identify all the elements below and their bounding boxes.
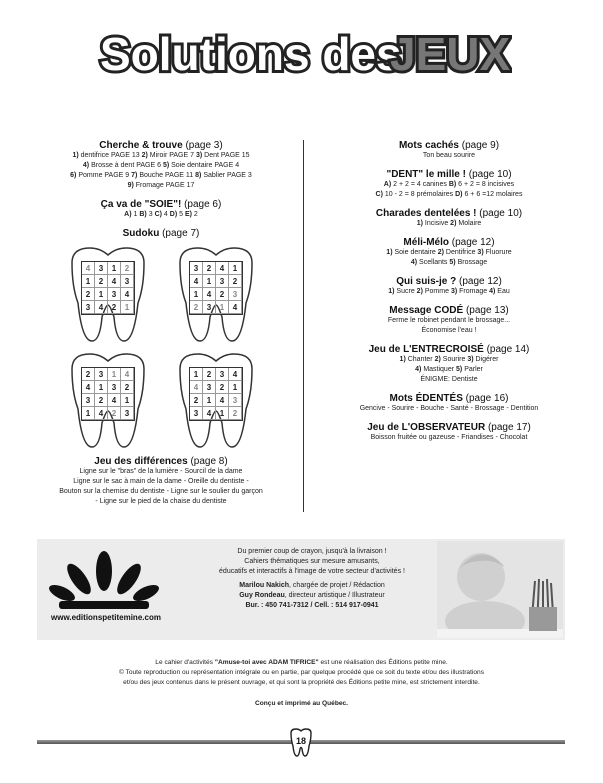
answer-text: Sablier PAGE 3: [203, 172, 252, 179]
sudoku-cell: 3: [190, 407, 203, 420]
sudoku-cell: 1: [203, 394, 216, 407]
section-mots-edentes: [318, 393, 580, 414]
sudoku-cell: 2: [203, 262, 216, 275]
section-page: (page 10): [468, 169, 512, 180]
flower-logo-icon: [49, 549, 159, 611]
sudoku-cell: 1: [203, 275, 216, 288]
sudoku-cell: 3: [108, 381, 121, 394]
page-number: 18: [295, 736, 307, 746]
sudoku-cell: 1: [95, 381, 108, 394]
sudoku-cell: 1: [229, 262, 242, 275]
section-page: (page 13): [465, 305, 509, 316]
sudoku-cell: 3: [121, 407, 134, 420]
sudoku-cell: 4: [216, 394, 229, 407]
contact-2: Guy Rondeau, directeur artistique / Illustrateur: [239, 592, 385, 599]
sudoku-cell: 3: [229, 394, 242, 407]
answer-text: Bouche PAGE 11: [139, 172, 194, 179]
sudoku-cell: 2: [190, 301, 203, 314]
sudoku-cell: 1: [82, 275, 95, 288]
answer-text: dentifrice PAGE 13: [80, 152, 140, 159]
page-title: [0, 18, 603, 88]
banner-line: Cahiers thématiques sur mesure amusants,: [244, 558, 380, 565]
banner-text: [187, 547, 437, 611]
made-in-quebec: Conçu et imprimé au Québec.: [254, 700, 349, 707]
section-heading: Cherche & trouve: [99, 140, 183, 151]
section-dent-le-mille: [318, 169, 580, 200]
section-meli-melo: [318, 237, 580, 268]
right-column: [318, 140, 580, 451]
section-page: (page 9): [461, 140, 500, 151]
answer-num: 6): [70, 172, 77, 179]
sudoku-cell: 3: [82, 394, 95, 407]
sudoku-cell: 3: [229, 288, 242, 301]
website-link[interactable]: www.editionspetitemine.com: [51, 613, 161, 622]
legal-footer: [40, 658, 563, 688]
answer-enigme: ÉNIGME: Dentiste: [420, 376, 478, 383]
answer-text: Brosse à dent PAGE 6: [91, 162, 161, 169]
answer-line: 1) Sucre 2) Pomme 3) Fromage 4) Eau: [388, 288, 510, 295]
section-page: (page 10): [479, 208, 523, 219]
section-page: (page 16): [465, 393, 509, 404]
section-heading: Jeu de L'OBSERVATEUR: [367, 422, 486, 433]
answer-text: Soie dentaire PAGE 4: [171, 162, 240, 169]
section-heading: Charades dentelées !: [375, 208, 477, 219]
title-part2: JEUX: [389, 28, 510, 80]
sudoku-cell: 3: [95, 262, 108, 275]
footer-line-1: Le cahier d'activités "Amuse-toi avec ADAM TIFRICE" est une réalisation des Éditions petite mine.: [155, 659, 448, 666]
section-ca-va-de-soie: [30, 199, 292, 220]
sudoku-cell: 3: [82, 301, 95, 314]
sudoku-cell: 4: [203, 288, 216, 301]
section-differences: [30, 456, 292, 507]
sudoku-cell: 2: [229, 407, 242, 420]
sudoku-cell: 4: [203, 407, 216, 420]
sudoku-cell: 1: [108, 368, 121, 381]
sudoku-cell: 2: [108, 301, 121, 314]
sudoku-cell: 1: [82, 407, 95, 420]
section-observateur: [318, 422, 580, 443]
answer-num: 1): [72, 152, 79, 159]
sudoku-cell: 3: [216, 368, 229, 381]
answer-line: 1) Chanter 2) Sourire 3) Digérer: [399, 356, 499, 363]
sudoku-cell: 2: [216, 381, 229, 394]
sudoku-cell: 4: [108, 394, 121, 407]
section-page: (page 6): [184, 199, 222, 210]
section-page: (page 17): [487, 422, 531, 433]
section-sudoku: [30, 228, 292, 448]
answer-text: Miroir PAGE 7: [149, 152, 194, 159]
section-heading: Jeu des différences: [94, 456, 188, 467]
section-heading: Mots ÉDENTÉS: [389, 393, 463, 404]
sudoku-cell: 2: [203, 368, 216, 381]
sudoku-cell: 3: [121, 275, 134, 288]
answer-line: Bouton sur la chemise du dentiste - Ligne sur le soulier du garçon: [59, 488, 263, 495]
title-part1: Solutions des: [99, 28, 402, 80]
sudoku-grid: [81, 261, 135, 315]
answer-num: 3): [195, 152, 203, 159]
section-heading: Message CODÉ: [389, 305, 464, 316]
sudoku-cell: 4: [95, 407, 108, 420]
answer-line: 1) Incisive 2) Molaire: [416, 220, 482, 227]
page-number-tooth-icon: [288, 728, 314, 758]
sudoku-cell: 2: [82, 288, 95, 301]
sudoku-cell: 3: [216, 275, 229, 288]
section-mots-caches: [318, 140, 580, 161]
answer-line: Boisson fruitée ou gazeuse - Friandises - Chocolat: [370, 434, 528, 441]
sudoku-cell: 4: [95, 301, 108, 314]
answer-text: Fromage PAGE 17: [135, 182, 195, 189]
answer-line: [30, 181, 292, 191]
sudoku-cell: 3: [108, 288, 121, 301]
sudoku-cell: 4: [229, 301, 242, 314]
sudoku-cell: 2: [95, 275, 108, 288]
sudoku-cell: 3: [190, 262, 203, 275]
section-heading: Mots cachés: [398, 140, 459, 151]
answer-line: Gencive - Sourire - Bouche - Santé - Brossage - Dentition: [359, 405, 539, 412]
sudoku-cell: 1: [108, 262, 121, 275]
sudoku-cell: 2: [121, 381, 134, 394]
answer-line: 1) Soie dentaire 2) Dentifrice 3) Fluorure: [386, 249, 512, 256]
sudoku-cell: 1: [229, 381, 242, 394]
sudoku-cell: 4: [82, 262, 95, 275]
section-cherche-trouve: [30, 140, 292, 191]
answer-line: [30, 151, 292, 161]
sudoku-cell: 4: [82, 381, 95, 394]
answer-text: Pomme PAGE 9: [78, 172, 130, 179]
publisher-banner: [37, 539, 565, 640]
answer-line: C) 10 - 2 = 8 prémolaires D) 6 + 6 =12 molaires: [375, 191, 523, 198]
sudoku-grid: [81, 367, 135, 421]
answer-line: A) 2 + 2 = 4 canines B) 6 + 2 = 8 incisives: [383, 181, 515, 188]
section-page: (page 12): [458, 276, 502, 287]
section-page: (page 14): [486, 344, 530, 355]
section-heading: "DENT" le mille !: [386, 169, 466, 180]
answer-line: - Ligne sur le pied de la chaise du dentiste: [95, 498, 227, 505]
answer-line: [30, 161, 292, 171]
section-entrecroise: [318, 344, 580, 385]
answer-num: 9): [127, 182, 134, 189]
sudoku-cell: 2: [95, 394, 108, 407]
sudoku-cell: 2: [190, 394, 203, 407]
section-page: (page 3): [185, 140, 223, 151]
sudoku-cell: 3: [203, 301, 216, 314]
answer-num: 2): [141, 152, 148, 159]
sudoku-cell: 4: [121, 368, 134, 381]
phone-numbers: Bur. : 450 741-7312 / Cell. : 514 917-0941: [245, 602, 379, 609]
sudoku-cell: 2: [229, 275, 242, 288]
answer-line: Ligne sur le sac à main de la dame - Oreille du dentiste -: [73, 478, 249, 485]
sudoku-cell: 1: [216, 407, 229, 420]
section-heading: Sudoku: [122, 228, 160, 239]
sudoku-cell: 3: [95, 368, 108, 381]
column-divider: [303, 140, 304, 512]
section-heading: Méli-Mélo: [403, 237, 449, 248]
sudoku-cell: 2: [108, 407, 121, 420]
answer-line: Ton beau sourire: [422, 152, 476, 159]
sudoku-cell: 1: [190, 368, 203, 381]
section-message-code: [318, 305, 580, 336]
contact-1: Marilou Nakich, chargée de projet / Rédaction: [239, 582, 385, 589]
footer-line-3: et/ou des jeux contenus dans le présent ouvrage, et qui sont la propriété des Éditions petite mine, est strictement interdite.: [123, 679, 480, 686]
sudoku-cell: 2: [216, 288, 229, 301]
answer-line: Économise l'eau !: [421, 327, 477, 334]
sudoku-grid: [189, 367, 243, 421]
section-charades: [318, 208, 580, 229]
answer-line: [30, 171, 292, 181]
answer-line: 4) Mastiquer 5) Parler: [415, 366, 483, 373]
sudoku-cell: 1: [95, 288, 108, 301]
footer-line-2: © Toute reproduction ou représentation intégrale ou en partie, par quelque procédé que ce soit du texte et/ou des illustrations: [118, 669, 485, 676]
answer-line: A) 1 B) 3 C) 4 D) 5 E) 2: [124, 211, 198, 218]
sudoku-cell: 1: [121, 394, 134, 407]
sudoku-cell: 4: [229, 368, 242, 381]
answer-num: 5): [162, 162, 170, 169]
left-column: [30, 140, 292, 515]
section-page: (page 8): [190, 456, 228, 467]
sudoku-cell: 4: [190, 275, 203, 288]
sudoku-cell: 4: [121, 288, 134, 301]
sudoku-cell: 2: [121, 262, 134, 275]
answer-text: Dent PAGE 15: [204, 152, 250, 159]
section-heading: Qui suis-je ?: [396, 276, 457, 287]
answer-line: Ligne sur le "bras" de la lumière - Sourcil de la dame: [79, 468, 243, 475]
section-page: (page 12): [451, 237, 495, 248]
sudoku-cell: 2: [82, 368, 95, 381]
sudoku-cell: 1: [121, 301, 134, 314]
banner-line: Du premier coup de crayon, jusqu'à la livraison !: [237, 548, 387, 555]
sudoku-cell: 1: [190, 288, 203, 301]
sudoku-grid: [189, 261, 243, 315]
section-heading: Jeu de L'ENTRECROISÉ: [368, 344, 484, 355]
section-qui-suis-je: [318, 276, 580, 297]
answer-num: 4): [82, 162, 90, 169]
sudoku-cell: 4: [108, 275, 121, 288]
section-page: (page 7): [162, 228, 200, 239]
answer-line: Ferme le robinet pendant le brossage...: [387, 317, 511, 324]
sudoku-cell: 4: [190, 381, 203, 394]
sudoku-cell: 3: [203, 381, 216, 394]
sudoku-cell: 1: [216, 301, 229, 314]
section-heading: Ça va de "SOIE"!: [100, 199, 182, 210]
child-drawing-photo: [437, 541, 563, 638]
answer-num: 8): [195, 172, 202, 179]
answer-num: 7): [131, 172, 138, 179]
sudoku-cell: 4: [216, 262, 229, 275]
banner-line: éducatifs et interactifs à l'image de votre secteur d'activités !: [219, 568, 405, 575]
sudoku-grids: [30, 243, 292, 448]
answer-line: 4) Scellants 5) Brossage: [410, 259, 488, 266]
